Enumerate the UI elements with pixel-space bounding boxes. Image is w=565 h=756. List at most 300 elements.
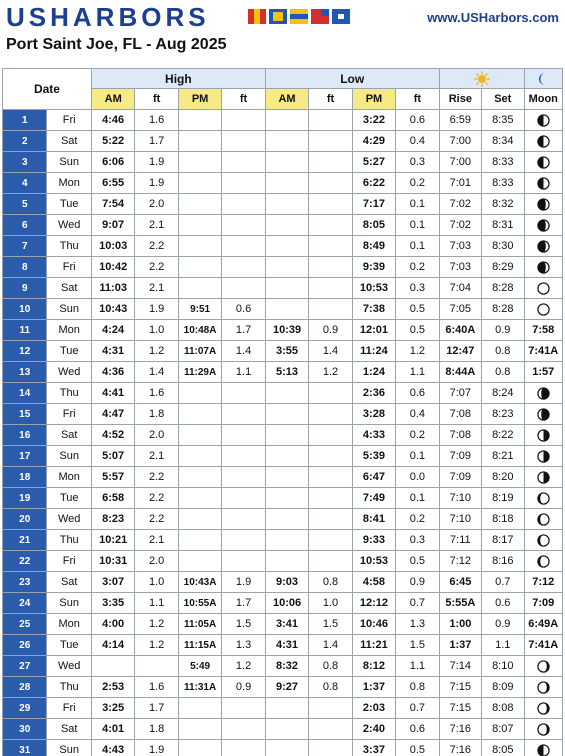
- low-am-ft-cell: [309, 278, 352, 299]
- high-pm-ft-cell: [222, 236, 266, 257]
- high-am-cell: 3:35: [91, 593, 134, 614]
- moon-time-cell: 7:12: [524, 572, 563, 593]
- high-pm-cell: [178, 404, 221, 425]
- low-am-cell: [265, 194, 308, 215]
- high-pm-ft-cell: [222, 194, 266, 215]
- sunrise-cell: 1:37: [439, 635, 481, 656]
- low-pm-ft-cell: 0.3: [396, 152, 439, 173]
- table-row: [3, 131, 563, 152]
- high-am-ft-cell: 1.6: [135, 677, 178, 698]
- crescent-moon-icon: [536, 72, 550, 86]
- sun-icon: [474, 71, 490, 87]
- low-pm-cell: 2:40: [352, 719, 395, 740]
- weekday-cell: Sat: [47, 278, 91, 299]
- high-am-cell: 10:31: [91, 551, 134, 572]
- low-pm-ft-cell: 0.4: [396, 131, 439, 152]
- high-pm-ft-cell: [222, 278, 266, 299]
- weekday-cell: Fri: [47, 110, 91, 131]
- high-am-ft-cell: 1.9: [135, 152, 178, 173]
- table-row: [3, 362, 563, 383]
- weekday-cell: Thu: [47, 236, 91, 257]
- weekday-cell: Sat: [47, 425, 91, 446]
- table-row: [3, 509, 563, 530]
- high-pm-ft-cell: 1.4: [222, 341, 266, 362]
- low-am-ft-cell: [309, 257, 352, 278]
- low-am-ft-cell: [309, 383, 352, 404]
- sunrise-cell: 7:02: [439, 194, 481, 215]
- site-logo: USHARBORS: [6, 2, 210, 32]
- day-number-cell: 23: [3, 572, 47, 593]
- moon-phase-cell: [524, 530, 563, 551]
- low-pm-cell: 6:47: [352, 467, 395, 488]
- day-number-cell: 8: [3, 257, 47, 278]
- day-number-cell: 18: [3, 467, 47, 488]
- table-row: [3, 740, 563, 756]
- high-am-ft-cell: 2.2: [135, 467, 178, 488]
- low-pm-header: PM: [352, 89, 395, 110]
- high-pm-cell: [178, 110, 221, 131]
- moon-phase-cell: [524, 110, 563, 131]
- moon-time-cell: 7:41A: [524, 635, 563, 656]
- sunrise-cell: 7:10: [439, 488, 481, 509]
- flag-icon: [332, 9, 350, 24]
- high-am-ft-cell: 2.1: [135, 278, 178, 299]
- low-pm-ft-cell: 1.5: [396, 635, 439, 656]
- weekday-cell: Fri: [47, 257, 91, 278]
- low-am-ft-cell: [309, 152, 352, 173]
- low-pm-ft-cell: 0.8: [396, 677, 439, 698]
- last-quarter-moon-icon: [537, 429, 550, 442]
- high-am-ft-cell: 2.2: [135, 257, 178, 278]
- weekday-cell: Wed: [47, 656, 91, 677]
- weekday-cell: Sat: [47, 131, 91, 152]
- first-quarter-moon-icon: [537, 177, 550, 190]
- day-number-cell: 27: [3, 656, 47, 677]
- table-row: [3, 110, 563, 131]
- high-pm-cell: [178, 383, 221, 404]
- flag-icon: [248, 9, 266, 24]
- sunrise-cell: 7:09: [439, 467, 481, 488]
- low-pm-cell: 5:39: [352, 446, 395, 467]
- low-am-ft-cell: [309, 299, 352, 320]
- moon-phase-cell: [524, 215, 563, 236]
- high-am-ft-cell: 2.2: [135, 488, 178, 509]
- day-number-cell: 2: [3, 131, 47, 152]
- high-am-header: AM: [91, 89, 134, 110]
- high-pm-ft-cell: [222, 488, 266, 509]
- low-pm-cell: 1:24: [352, 362, 395, 383]
- sunset-header: Set: [482, 89, 524, 110]
- moon-time-cell: 7:58: [524, 320, 563, 341]
- sunset-cell: 8:21: [482, 446, 524, 467]
- low-am-ft-cell: 0.8: [309, 656, 352, 677]
- site-url-link[interactable]: www.USHarbors.com: [427, 10, 559, 25]
- sunrise-cell: 7:05: [439, 299, 481, 320]
- day-number-cell: 1: [3, 110, 47, 131]
- weekday-cell: Sun: [47, 740, 91, 756]
- high-pm-ft-cell: 1.2: [222, 656, 266, 677]
- low-pm-cell: 2:36: [352, 383, 395, 404]
- high-am-cell: 6:55: [91, 173, 134, 194]
- moon-phase-cell: [524, 299, 563, 320]
- first-quarter-moon-icon: [537, 114, 550, 127]
- weekday-cell: Mon: [47, 173, 91, 194]
- low-pm-ft-cell: 1.2: [396, 341, 439, 362]
- day-number-cell: 11: [3, 320, 47, 341]
- sunset-cell: 0.9: [482, 320, 524, 341]
- high-pm-cell: [178, 278, 221, 299]
- low-pm-cell: 7:38: [352, 299, 395, 320]
- low-pm-cell: 11:21: [352, 635, 395, 656]
- low-am-ft-cell: [309, 194, 352, 215]
- sunrise-cell: 6:59: [439, 110, 481, 131]
- sunrise-cell: 7:03: [439, 257, 481, 278]
- day-number-cell: 3: [3, 152, 47, 173]
- weekday-cell: Tue: [47, 488, 91, 509]
- high-am-cell: [91, 656, 134, 677]
- low-pm-ft-cell: 0.9: [396, 572, 439, 593]
- low-am-cell: 8:32: [265, 656, 308, 677]
- table-row: [3, 278, 563, 299]
- low-am-cell: [265, 110, 308, 131]
- high-pm-ft-cell: 0.6: [222, 299, 266, 320]
- waxing-gibbous-moon-icon: [537, 198, 550, 211]
- weekday-cell: Sat: [47, 719, 91, 740]
- sunrise-cell: 7:10: [439, 509, 481, 530]
- day-number-cell: 10: [3, 299, 47, 320]
- low-am-cell: [265, 446, 308, 467]
- high-am-ft-cell: 2.0: [135, 194, 178, 215]
- high-am-cell: 4:00: [91, 614, 134, 635]
- sunrise-cell: 7:08: [439, 425, 481, 446]
- high-pm-ft-cell: 1.3: [222, 635, 266, 656]
- sunrise-cell: 7:03: [439, 236, 481, 257]
- table-row: [3, 194, 563, 215]
- sunrise-header: Rise: [439, 89, 481, 110]
- sunrise-cell: 7:16: [439, 719, 481, 740]
- low-pm-cell: 12:12: [352, 593, 395, 614]
- sunset-cell: 8:24: [482, 383, 524, 404]
- high-am-cell: 4:43: [91, 740, 134, 756]
- flag-icon: [311, 9, 329, 24]
- high-am-ft-cell: 1.2: [135, 341, 178, 362]
- high-am-ft-cell: 2.1: [135, 215, 178, 236]
- low-am-ft-cell: [309, 698, 352, 719]
- low-am-cell: [265, 719, 308, 740]
- low-pm-cell: 3:22: [352, 110, 395, 131]
- moon-time-cell: 6:49A: [524, 614, 563, 635]
- low-pm-ft-cell: 0.7: [396, 698, 439, 719]
- weekday-cell: Fri: [47, 404, 91, 425]
- moon-phase-cell: [524, 467, 563, 488]
- low-am-cell: [265, 278, 308, 299]
- low-pm-ft-cell: 1.3: [396, 614, 439, 635]
- moon-phase-cell: [524, 152, 563, 173]
- low-pm-ft-cell: 0.0: [396, 467, 439, 488]
- low-am-ft-cell: [309, 551, 352, 572]
- table-row: [3, 488, 563, 509]
- high-pm-ft-cell: [222, 173, 266, 194]
- high-am-ft-cell: 1.1: [135, 593, 178, 614]
- table-row: [3, 257, 563, 278]
- high-am-cell: 10:42: [91, 257, 134, 278]
- high-pm-cell: 5:49: [178, 656, 221, 677]
- table-row: [3, 320, 563, 341]
- low-am-ft-cell: [309, 488, 352, 509]
- high-pm-ft-cell: [222, 551, 266, 572]
- high-am-ft-cell: 1.0: [135, 572, 178, 593]
- low-am-ft-cell: [309, 425, 352, 446]
- high-pm-ft-cell: 1.9: [222, 572, 266, 593]
- low-pm-ft-cell: 0.7: [396, 593, 439, 614]
- weekday-cell: Tue: [47, 341, 91, 362]
- table-row: [3, 635, 563, 656]
- high-pm-cell: [178, 509, 221, 530]
- low-am-ft-cell: 0.8: [309, 677, 352, 698]
- low-am-cell: [265, 236, 308, 257]
- full-moon-icon: [537, 282, 550, 295]
- day-number-cell: 5: [3, 194, 47, 215]
- high-am-cell: 4:36: [91, 362, 134, 383]
- high-am-ft-cell: 2.0: [135, 425, 178, 446]
- low-pm-ft-cell: 0.3: [396, 530, 439, 551]
- high-am-cell: 4:52: [91, 425, 134, 446]
- high-pm-cell: [178, 173, 221, 194]
- sunset-cell: 8:08: [482, 698, 524, 719]
- sunset-cell: 8:16: [482, 551, 524, 572]
- sunset-cell: 8:22: [482, 425, 524, 446]
- low-pm-cell: 3:28: [352, 404, 395, 425]
- table-row: [3, 404, 563, 425]
- low-am-cell: [265, 740, 308, 756]
- low-am-cell: [265, 383, 308, 404]
- table-row: [3, 425, 563, 446]
- sunset-cell: 8:33: [482, 173, 524, 194]
- high-pm-cell: [178, 257, 221, 278]
- high-am-ft-cell: [135, 656, 178, 677]
- low-pm-ft-cell: 1.1: [396, 656, 439, 677]
- high-am-cell: 4:14: [91, 635, 134, 656]
- high-pm-cell: [178, 740, 221, 756]
- high-am-ft-cell: 1.8: [135, 719, 178, 740]
- high-am-cell: 5:22: [91, 131, 134, 152]
- high-am-cell: 10:43: [91, 299, 134, 320]
- high-am-cell: 2:53: [91, 677, 134, 698]
- table-row: [3, 551, 563, 572]
- high-pm-cell: 11:29A: [178, 362, 221, 383]
- low-pm-ft-cell: 0.6: [396, 719, 439, 740]
- low-am-ft-cell: [309, 467, 352, 488]
- sunset-cell: 0.9: [482, 614, 524, 635]
- high-am-ft-cell: 2.2: [135, 236, 178, 257]
- weekday-cell: Wed: [47, 215, 91, 236]
- sunrise-cell: 7:12: [439, 551, 481, 572]
- low-pm-cell: 8:12: [352, 656, 395, 677]
- sunset-cell: 8:23: [482, 404, 524, 425]
- high-pm-ft-cell: [222, 740, 266, 756]
- first-quarter-moon-icon: [537, 135, 550, 148]
- sunrise-cell: 7:04: [439, 278, 481, 299]
- table-row: [3, 614, 563, 635]
- day-number-cell: 14: [3, 383, 47, 404]
- waxing-crescent-moon-icon: [537, 702, 550, 715]
- low-pm-ft-cell: 0.5: [396, 551, 439, 572]
- sunrise-cell: 7:00: [439, 152, 481, 173]
- low-am-cell: [265, 299, 308, 320]
- waning-gibbous-moon-icon: [537, 408, 550, 421]
- sunset-cell: 8:10: [482, 656, 524, 677]
- high-am-cell: 4:24: [91, 320, 134, 341]
- low-am-cell: 3:41: [265, 614, 308, 635]
- low-pm-cell: 8:05: [352, 215, 395, 236]
- high-pm-ft-cell: [222, 467, 266, 488]
- day-number-cell: 26: [3, 635, 47, 656]
- high-am-cell: 4:31: [91, 341, 134, 362]
- table-row: [3, 341, 563, 362]
- low-pm-cell: 9:39: [352, 257, 395, 278]
- moon-phase-cell: [524, 194, 563, 215]
- low-pm-cell: 12:01: [352, 320, 395, 341]
- high-pm-cell: 11:15A: [178, 635, 221, 656]
- high-am-ft-cell: 1.7: [135, 131, 178, 152]
- low-pm-cell: 11:24: [352, 341, 395, 362]
- weekday-cell: Sun: [47, 152, 91, 173]
- high-am-cell: 9:07: [91, 215, 134, 236]
- high-am-cell: 10:21: [91, 530, 134, 551]
- sunset-cell: 0.8: [482, 341, 524, 362]
- high-pm-cell: [178, 446, 221, 467]
- sunrise-cell: 7:01: [439, 173, 481, 194]
- high-am-cell: 3:25: [91, 698, 134, 719]
- low-pm-cell: 2:03: [352, 698, 395, 719]
- day-number-cell: 19: [3, 488, 47, 509]
- sunrise-cell: 7:14: [439, 656, 481, 677]
- high-pm-ft-cell: [222, 719, 266, 740]
- sunrise-cell: 7:07: [439, 383, 481, 404]
- day-number-cell: 15: [3, 404, 47, 425]
- low-am-ft-cell: [309, 446, 352, 467]
- sunset-cell: 8:28: [482, 299, 524, 320]
- high-pm-ft-cell: [222, 152, 266, 173]
- high-pm-cell: [178, 236, 221, 257]
- low-am-ft-cell: [309, 509, 352, 530]
- day-number-cell: 13: [3, 362, 47, 383]
- waning-crescent-moon-icon: [537, 492, 550, 505]
- high-am-cell: 4:47: [91, 404, 134, 425]
- low-am-ft-cell: 1.4: [309, 341, 352, 362]
- weekday-cell: Wed: [47, 509, 91, 530]
- high-am-cell: 8:23: [91, 509, 134, 530]
- moon-time-cell: 1:57: [524, 362, 563, 383]
- tide-table: [2, 68, 563, 756]
- low-pm-cell: 7:49: [352, 488, 395, 509]
- high-am-cell: 10:03: [91, 236, 134, 257]
- low-pm-ft-cell: 0.1: [396, 446, 439, 467]
- low-pm-cell: 10:53: [352, 278, 395, 299]
- low-am-cell: 10:39: [265, 320, 308, 341]
- day-number-cell: 9: [3, 278, 47, 299]
- moon-phase-cell: [524, 278, 563, 299]
- moon-phase-cell: [524, 488, 563, 509]
- high-pm-cell: 11:31A: [178, 677, 221, 698]
- weekday-cell: Tue: [47, 194, 91, 215]
- low-am-cell: [265, 698, 308, 719]
- last-quarter-moon-icon: [537, 450, 550, 463]
- low-header: Low: [265, 69, 439, 89]
- first-quarter-moon-icon: [537, 744, 550, 756]
- table-row: [3, 656, 563, 677]
- sun-header: [439, 69, 524, 89]
- low-pm-ft-cell: 0.6: [396, 383, 439, 404]
- moon-phase-cell: [524, 719, 563, 740]
- sunset-cell: 0.7: [482, 572, 524, 593]
- last-quarter-moon-icon: [537, 471, 550, 484]
- high-pm-cell: [178, 194, 221, 215]
- high-am-cell: 4:46: [91, 110, 134, 131]
- low-am-ft-cell: [309, 530, 352, 551]
- high-pm-ft-cell: [222, 215, 266, 236]
- high-pm-cell: [178, 131, 221, 152]
- table-row: [3, 152, 563, 173]
- waning-crescent-moon-icon: [537, 555, 550, 568]
- day-number-cell: 20: [3, 509, 47, 530]
- high-am-ft-cell: 1.7: [135, 698, 178, 719]
- low-am-ft-cell: [309, 215, 352, 236]
- high-am-ft-cell: 1.9: [135, 740, 178, 756]
- low-am-cell: [265, 425, 308, 446]
- day-number-cell: 28: [3, 677, 47, 698]
- waning-crescent-moon-icon: [537, 534, 550, 547]
- high-pm-ft-header: ft: [222, 89, 266, 110]
- low-pm-ft-cell: 0.2: [396, 257, 439, 278]
- high-pm-ft-cell: [222, 509, 266, 530]
- sunset-cell: 8:33: [482, 152, 524, 173]
- high-am-cell: 6:06: [91, 152, 134, 173]
- sunset-cell: 8:34: [482, 131, 524, 152]
- high-am-cell: 5:07: [91, 446, 134, 467]
- low-am-ft-cell: 1.4: [309, 635, 352, 656]
- sunset-cell: 8:35: [482, 110, 524, 131]
- high-pm-cell: 11:07A: [178, 341, 221, 362]
- low-am-cell: [265, 467, 308, 488]
- waning-gibbous-moon-icon: [537, 387, 550, 400]
- moon-phase-cell: [524, 257, 563, 278]
- low-am-cell: [265, 488, 308, 509]
- low-pm-ft-cell: 0.4: [396, 404, 439, 425]
- table-row: [3, 698, 563, 719]
- sunrise-cell: 6:45: [439, 572, 481, 593]
- high-am-cell: 7:54: [91, 194, 134, 215]
- group-header-row: [3, 69, 563, 89]
- low-pm-ft-header: ft: [396, 89, 439, 110]
- low-pm-ft-cell: 0.3: [396, 278, 439, 299]
- moon-phase-cell: [524, 173, 563, 194]
- high-pm-cell: [178, 152, 221, 173]
- sunset-cell: 1.1: [482, 635, 524, 656]
- low-pm-ft-cell: 0.1: [396, 215, 439, 236]
- low-pm-cell: 4:58: [352, 572, 395, 593]
- low-am-cell: 9:27: [265, 677, 308, 698]
- full-moon-icon: [537, 303, 550, 316]
- low-pm-ft-cell: 0.5: [396, 299, 439, 320]
- low-pm-ft-cell: 0.2: [396, 173, 439, 194]
- table-row: [3, 530, 563, 551]
- day-number-cell: 12: [3, 341, 47, 362]
- day-number-cell: 31: [3, 740, 47, 756]
- table-row: [3, 446, 563, 467]
- first-quarter-moon-icon: [537, 156, 550, 169]
- sunrise-cell: 7:00: [439, 131, 481, 152]
